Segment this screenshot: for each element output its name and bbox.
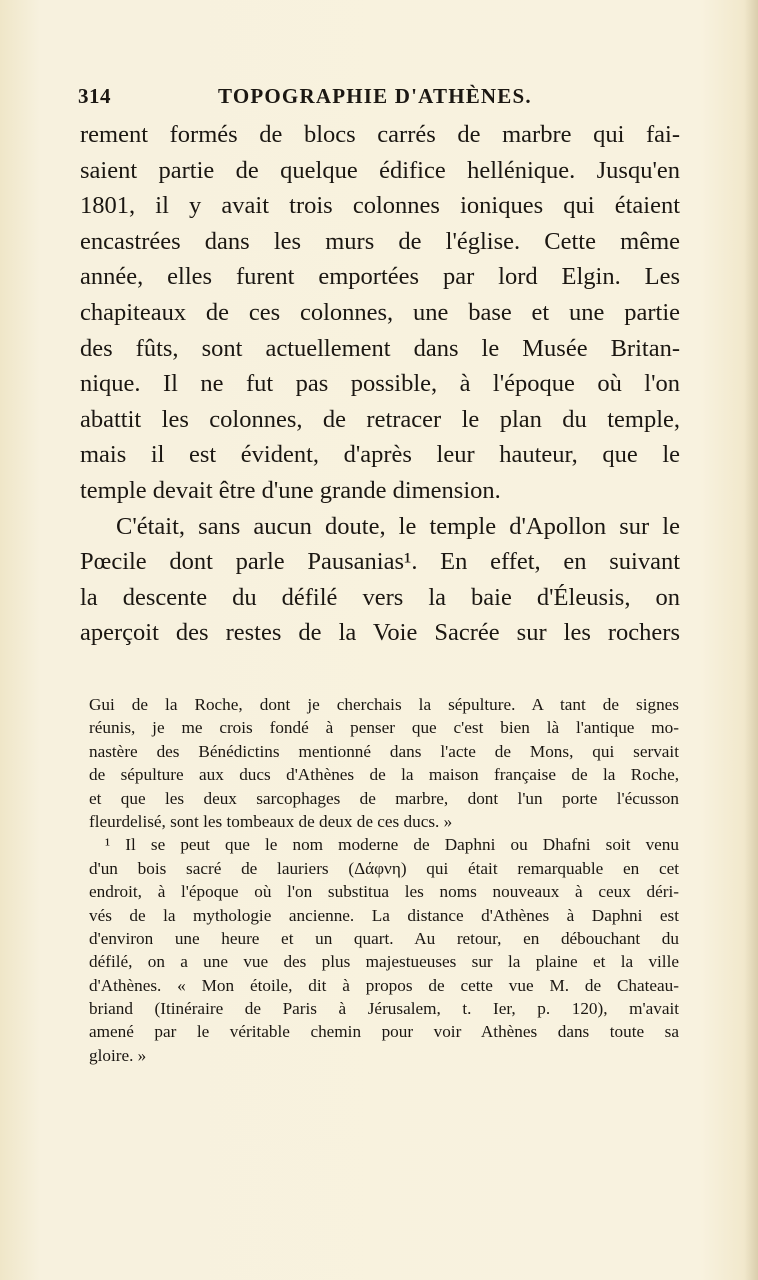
text-line: aperçoit des restes de la Voie Sacrée sur les rochers bbox=[80, 619, 680, 647]
text-line: encastrées dans les murs de l'église. Cette même bbox=[80, 227, 680, 255]
footnote-line: réunis, je me crois fondé à penser que c'est bien là l'antique mo- bbox=[89, 718, 679, 738]
text-line: Pœcile dont parle Pausanias¹. En effet, en suivant bbox=[80, 548, 680, 576]
footnote-line: et que les deux sarcophages de marbre, dont l'un porte l'écusson bbox=[89, 788, 679, 808]
text-line: mais il est évident, d'après leur hauteur, que le bbox=[80, 441, 680, 469]
text-line: C'était, sans aucun doute, le temple d'Apollon sur le bbox=[116, 512, 680, 540]
footnote-line: défilé, on a une vue des plus majestueuses sur la plaine et la ville bbox=[89, 952, 679, 972]
footnote-line: d'Athènes. « Mon étoile, dit à propos de cette vue M. de Chateau- bbox=[89, 975, 679, 995]
main-text bbox=[80, 117, 680, 651]
running-title: TOPOGRAPHIE D'ATHÈNES. bbox=[218, 84, 532, 108]
footnote-line: d'un bois sacré de lauriers (Δάφνη) qui était remarquable en cet bbox=[89, 858, 679, 878]
text-line: abattit les colonnes, de retracer le plan du temple, bbox=[80, 405, 680, 433]
text-line: année, elles furent emportées par lord Elgin. Les bbox=[80, 263, 680, 291]
footnotes bbox=[89, 693, 679, 1067]
footnote-line: gloire. » bbox=[89, 1045, 147, 1065]
text-line: saient partie de quelque édifice hellénique. Jusqu'en bbox=[80, 156, 680, 184]
footnote-line: d'environ une heure et un quart. Au retour, en débouchant du bbox=[89, 928, 679, 948]
text-line: chapiteaux de ces colonnes, une base et une partie bbox=[80, 298, 680, 326]
footnote-line: vés de la mythologie ancienne. La distance d'Athènes à Daphni est bbox=[89, 905, 679, 925]
footnote-line: de sépulture aux ducs d'Athènes de la maison française de la Roche, bbox=[89, 765, 679, 785]
footnote-line: nastère des Bénédictins mentionné dans l'acte de Mons, qui servait bbox=[89, 741, 679, 761]
text-line: nique. Il ne fut pas possible, à l'époque où l'on bbox=[80, 370, 680, 398]
footnote-line: fleurdelisé, sont les tombeaux de deux de ces ducs. » bbox=[89, 811, 453, 831]
page-number: 314 bbox=[78, 84, 111, 108]
text-line: rement formés de blocs carrés de marbre qui fai- bbox=[80, 121, 680, 148]
footnote-line: amené par le véritable chemin pour voir Athènes dans toute sa bbox=[89, 1022, 679, 1042]
text-line: 1801, il y avait trois colonnes ioniques qui étaient bbox=[80, 192, 680, 220]
running-head bbox=[78, 84, 678, 112]
footnote-line: Gui de la Roche, dont je cherchais la sépulture. A tant de signes bbox=[89, 695, 679, 714]
text-line: temple devait être d'une grande dimension. bbox=[80, 476, 501, 504]
text-line: la descente du défilé vers la baie d'Éleusis, on bbox=[80, 583, 680, 611]
text-line: des fûts, sont actuellement dans le Musée Britan- bbox=[80, 334, 680, 362]
footnote-line: briand (Itinéraire de Paris à Jérusalem, t. Ier, p. 120), m'avait bbox=[89, 999, 679, 1019]
footnote-line: endroit, à l'époque où l'on substitua les noms nouveaux à ceux déri- bbox=[89, 882, 679, 902]
footnote-line: ¹ Il se peut que le nom moderne de Daphni ou Dhafni soit venu bbox=[105, 835, 679, 855]
page-edge-shadow bbox=[744, 0, 758, 1280]
